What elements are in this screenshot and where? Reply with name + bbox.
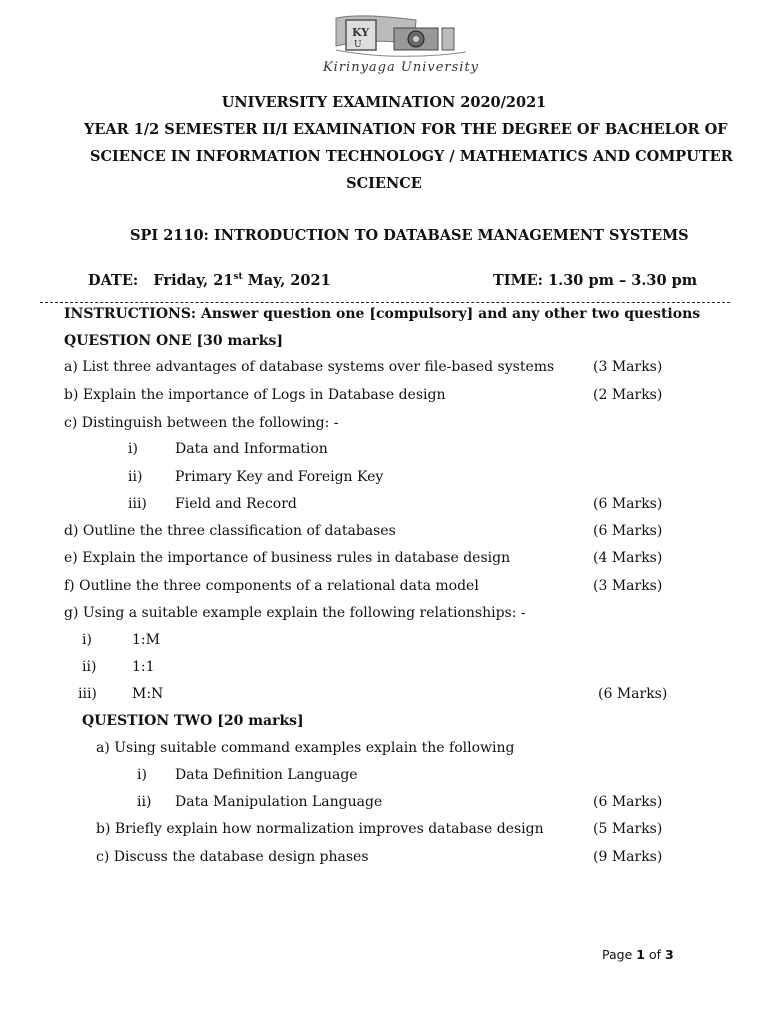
q1-g-marks: (6 Marks) (598, 686, 668, 702)
exam-date (88, 272, 331, 289)
q1-c-i-num: i) (128, 441, 138, 457)
header-divider (40, 302, 730, 303)
course-title: SPI 2110: INTRODUCTION TO DATABASE MANAGEMENT SYSTEMS (130, 227, 689, 244)
university-crest-icon (296, 14, 506, 64)
q1-e-text: e) Explain the importance of business rules in database design (64, 550, 511, 566)
page-current: 1 (636, 947, 645, 962)
q2-a-i-text: Data Definition Language (175, 767, 358, 783)
page-number (602, 947, 674, 962)
q2-c-marks: (9 Marks) (593, 849, 663, 865)
exam-title: UNIVERSITY EXAMINATION 2020/2021 (221, 94, 547, 111)
q1-d-marks: (6 Marks) (593, 523, 663, 539)
q1-g-i-text: 1:M (132, 632, 160, 648)
q2-a-ii-num: ii) (137, 794, 152, 810)
q1-c-ii-text: Primary Key and Foreign Key (175, 469, 384, 485)
date-value-suffix: May, 2021 (242, 272, 331, 289)
q2-a-marks: (6 Marks) (593, 794, 663, 810)
q1-c-iii-num: iii) (128, 496, 147, 512)
exam-subtitle-line2: SCIENCE IN INFORMATION TECHNOLOGY / MATHEMATICS AND COMPUTER (90, 148, 733, 165)
svg-text:KY: KY (352, 26, 370, 39)
date-label: DATE: (88, 272, 139, 289)
page-total: 3 (664, 947, 674, 962)
q2-a-ii-text: Data Manipulation Language (175, 794, 383, 810)
date-value-prefix: Friday, 21 (153, 272, 234, 289)
svg-text:U: U (354, 40, 362, 50)
q1-b-marks: (2 Marks) (593, 387, 663, 403)
q1-c-ii-num: ii) (128, 469, 143, 485)
q1-g-ii-num: ii) (82, 659, 97, 675)
q1-f-text: f) Outline the three components of a relational data model (64, 578, 479, 594)
q1-d-text: d) Outline the three classification of databases (64, 523, 396, 539)
q1-a-text: a) List three advantages of database systems over file-based systems (64, 359, 555, 375)
instructions: INSTRUCTIONS: Answer question one [compulsory] and any other two questions (64, 306, 701, 322)
page-of-word: of (648, 947, 661, 962)
logo-wordmark: Kirinyaga University (322, 60, 480, 75)
q2-c-text: c) Discuss the database design phases (96, 849, 369, 865)
page-word: Page (602, 947, 633, 962)
date-value-sup: st (233, 272, 243, 283)
q1-a-marks: (3 Marks) (593, 359, 663, 375)
q1-g-ii-text: 1:1 (132, 659, 155, 675)
exam-subtitle-line3: SCIENCE (346, 175, 422, 192)
q2-b-text: b) Briefly explain how normalization improves database design (96, 821, 544, 837)
exam-subtitle-line1: YEAR 1/2 SEMESTER II/I EXAMINATION FOR THE DEGREE OF BACHELOR OF (84, 121, 728, 138)
q1-g-iii-num: iii) (78, 686, 97, 702)
q1-g-text: g) Using a suitable example explain the following relationships: - (64, 605, 526, 621)
q2-a-text: a) Using suitable command examples explain the following (96, 740, 515, 756)
q1-c-i-text: Data and Information (175, 441, 328, 457)
question-one-title: QUESTION ONE [30 marks] (64, 333, 284, 349)
question-two-title: QUESTION TWO [20 marks] (82, 713, 304, 729)
q2-a-i-num: i) (137, 767, 147, 783)
q1-e-marks: (4 Marks) (593, 550, 663, 566)
q1-c-iii-text: Field and Record (175, 496, 297, 512)
exam-time: TIME: 1.30 pm – 3.30 pm (493, 272, 698, 289)
q1-c-text: c) Distinguish between the following: - (64, 415, 339, 431)
q1-b-text: b) Explain the importance of Logs in Database design (64, 387, 446, 403)
q1-g-iii-text: M:N (132, 686, 164, 702)
q1-f-marks: (3 Marks) (593, 578, 663, 594)
q2-b-marks: (5 Marks) (593, 821, 663, 837)
q1-g-i-num: i) (82, 632, 92, 648)
university-logo (296, 14, 506, 80)
q1-c-marks: (6 Marks) (593, 496, 663, 512)
